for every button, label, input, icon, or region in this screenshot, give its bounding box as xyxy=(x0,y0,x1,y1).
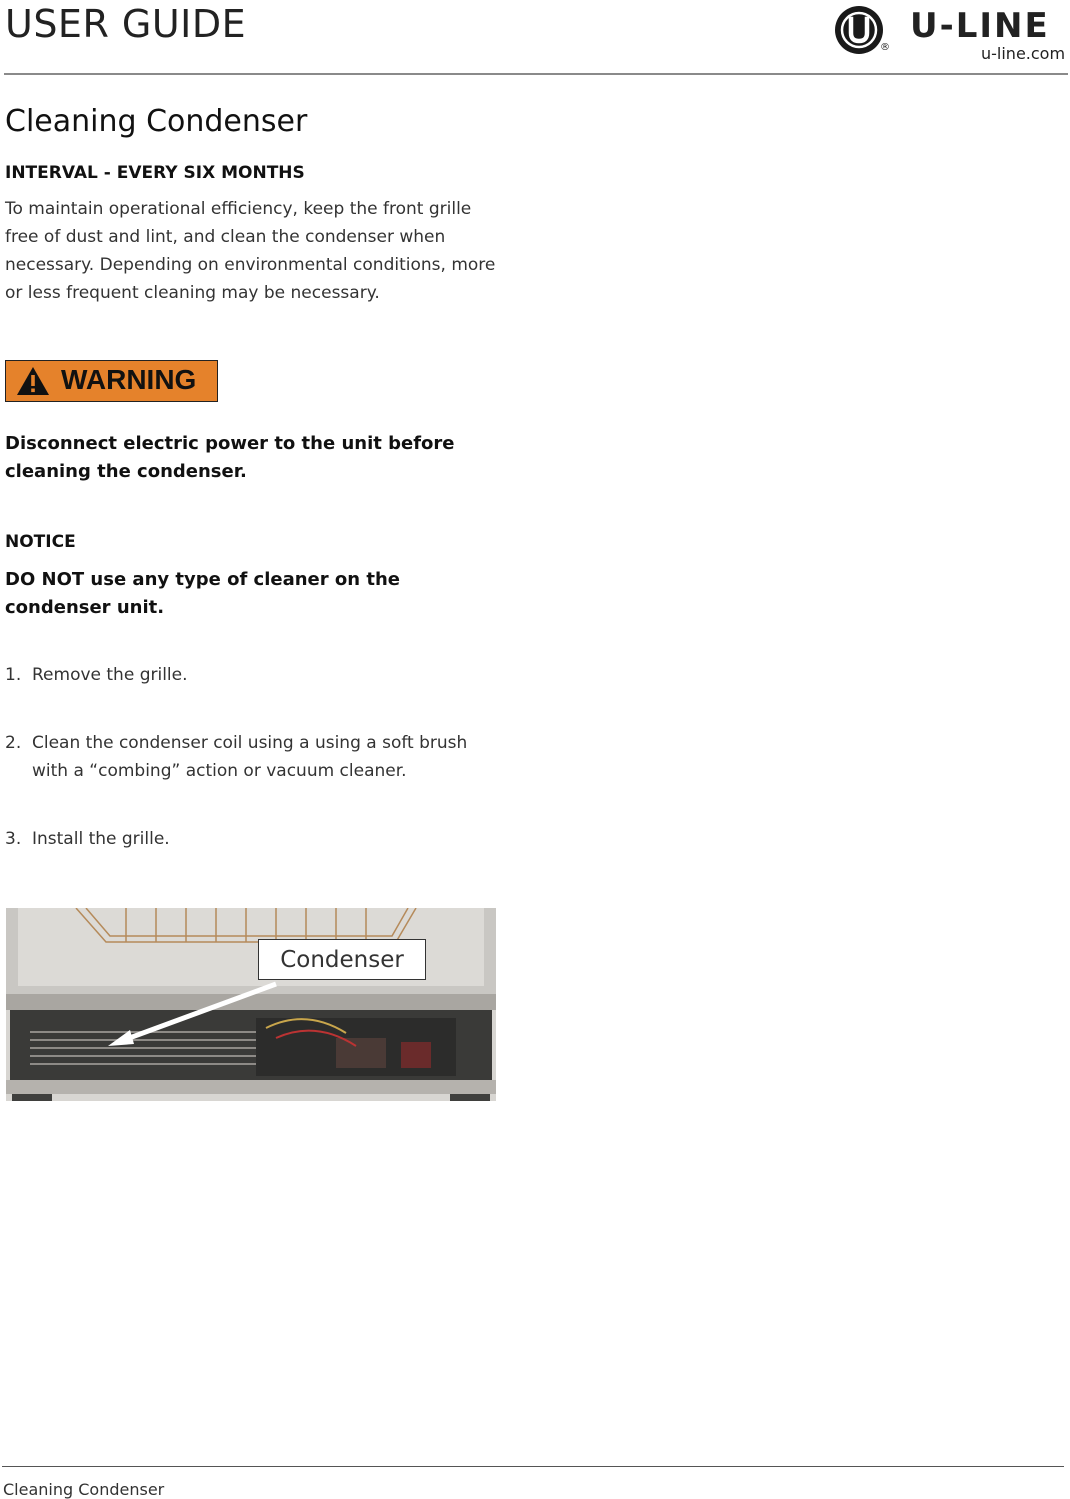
step-number: 3. xyxy=(5,829,22,849)
footer-text: Cleaning Condenser xyxy=(3,1480,165,1499)
brand-name: U-LINE xyxy=(910,6,1050,46)
registered-mark: ® xyxy=(880,42,890,53)
step-number: 2. xyxy=(5,733,22,753)
footer-divider xyxy=(2,1466,1064,1467)
step-text: Remove the grille. xyxy=(32,665,188,685)
website-link[interactable]: u-line.com xyxy=(981,44,1066,63)
step-text: Install the grille. xyxy=(32,829,170,849)
header-divider xyxy=(4,73,1068,75)
step-text: Clean the condenser coil using a using a soft brush with a “combing” action or vacuum cleaner. xyxy=(32,733,468,781)
list-item xyxy=(5,825,495,855)
interval-heading: INTERVAL - EVERY SIX MONTHS xyxy=(5,163,305,183)
warning-text: Disconnect electric power to the unit before cleaning the condenser. xyxy=(5,433,455,482)
intro-paragraph: To maintain operational efficiency, keep the front grille free of dust and lint, and clean the condenser when necessary. Depending on environmental conditions, more or less frequent cleaning may be necessary. xyxy=(5,199,496,303)
u-line-logo-icon xyxy=(834,5,884,55)
list-item xyxy=(5,661,495,691)
step-number: 1. xyxy=(5,665,22,685)
notice-text: DO NOT use any type of cleaner on the condenser unit. xyxy=(5,569,400,618)
list-item xyxy=(5,729,495,789)
page-title: Cleaning Condenser xyxy=(5,104,308,139)
condenser-callout-label: Condenser xyxy=(258,939,426,980)
header-title: USER GUIDE xyxy=(5,2,247,46)
warning-triangle-icon xyxy=(15,365,51,397)
condenser-photo xyxy=(6,908,496,1101)
notice-label: NOTICE xyxy=(5,532,76,552)
warning-label: WARNING xyxy=(61,364,197,395)
